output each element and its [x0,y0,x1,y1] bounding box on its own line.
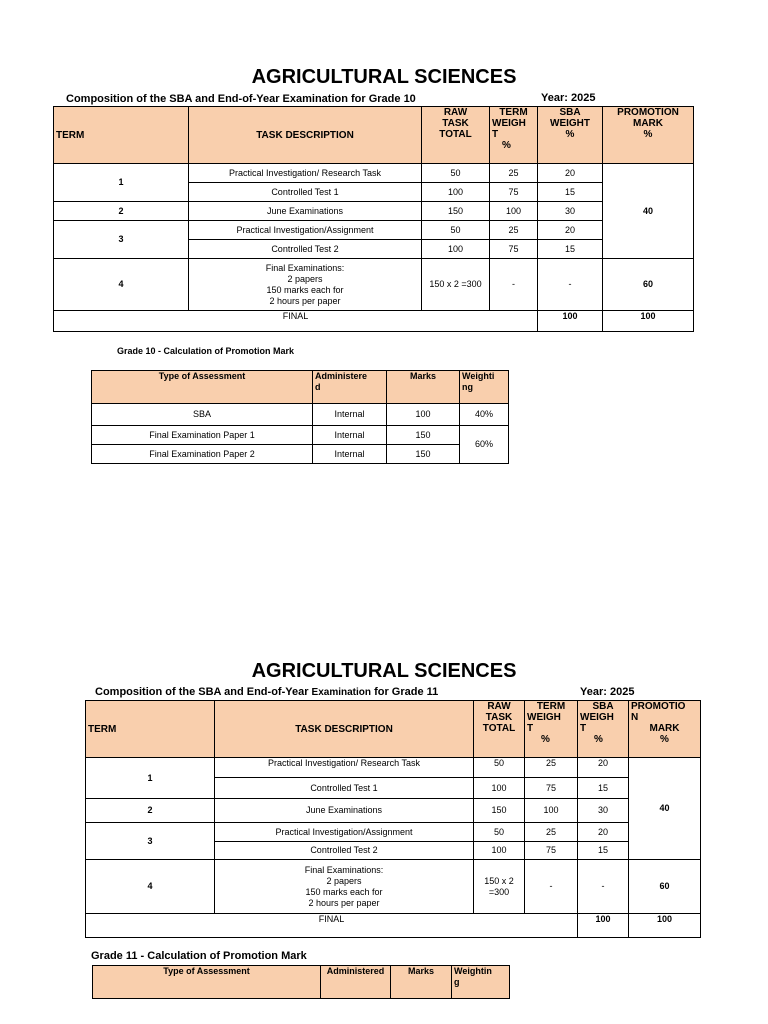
administered-cell: Internal [313,404,387,426]
table-header-row [92,371,509,404]
raw-cell: 100 [474,842,525,860]
subtitle-grade11: Composition of the SBA and End-of-Year Examination for Grade 11 [95,686,439,698]
table-header-row [86,701,701,758]
type-cell: Final Examination Paper 1 [92,426,313,445]
table-header-row [54,107,694,164]
raw-cell: 50 [474,823,525,842]
sba-weight-cell: 20 [578,823,629,842]
task-cell: Practical Investigation/ Research Task [189,164,422,183]
table-row [54,164,694,183]
table-row [86,758,701,778]
raw-cell: 50 [474,758,525,778]
type-cell: SBA [92,404,313,426]
raw-cell: 100 [422,183,490,202]
task-cell: Controlled Test 2 [189,240,422,259]
sba-weight-cell: 20 [538,221,603,240]
term-weight-cell: 100 [490,202,538,221]
header-sba-weight: SBA WEIGH T % [578,701,629,758]
header-promotion-mark: PROMOTIO N MARK % [629,701,701,758]
sba-weight-cell: 20 [578,758,629,778]
task-cell: Controlled Test 2 [215,842,474,860]
term-cell: 3 [86,823,215,860]
marks-cell: 100 [387,404,460,426]
task-cell: Final Examinations: 2 papers 150 marks each for 2 hours per paper [189,259,422,311]
year-label-grade11: Year: 2025 [580,686,635,698]
page-title-grade10: AGRICULTURAL SCIENCES [251,66,517,88]
header-type-of-assessment: Type of Assessment [92,371,313,404]
raw-cell: 150 x 2 =300 [474,860,525,914]
header-marks: Marks [387,371,460,404]
term-cell: 4 [86,860,215,914]
raw-cell: 50 [422,164,490,183]
weighting-cell: 40% [460,404,509,426]
final-promotion-total: 100 [629,914,701,938]
header-term: TERM [86,701,215,758]
final-sba-total: 100 [578,914,629,938]
final-row [86,914,701,938]
raw-cell: 100 [422,240,490,259]
term-weight-cell: 75 [525,778,578,799]
table-row [54,259,694,311]
promotion-mark-cell: 60 [603,259,694,311]
final-row [54,311,694,332]
term-cell: 1 [54,164,189,202]
sba-weight-cell: 15 [578,842,629,860]
header-term-weight: TERM WEIGH T % [490,107,538,164]
subtitle-grade10: Composition of the SBA and End-of-Year Examination for Grade 10 [66,93,416,105]
table-row [86,860,701,914]
marks-cell: 150 [387,426,460,445]
term-cell: 2 [54,202,189,221]
table-row [92,404,509,426]
task-cell: Practical Investigation/Assignment [215,823,474,842]
task-cell: Practical Investigation/ Research Task [215,758,474,778]
header-sba-weight: SBA WEIGHT % [538,107,603,164]
header-promotion-mark: PROMOTION MARK % [603,107,694,164]
header-task-description: TASK DESCRIPTION [215,701,474,758]
raw-cell: 150 x 2 =300 [422,259,490,311]
raw-cell: 150 [422,202,490,221]
term-weight-cell: - [525,860,578,914]
task-cell: June Examinations [215,799,474,823]
sba-composition-table-grade10 [53,106,694,332]
promotion-mark-cell: 60 [629,860,701,914]
header-term: TERM [54,107,189,164]
header-administered: Administered [321,966,391,999]
raw-cell: 150 [474,799,525,823]
term-cell: 1 [86,758,215,799]
header-raw-task-total: RAW TASK TOTAL [422,107,490,164]
header-marks: Marks [391,966,452,999]
final-label: FINAL [86,914,578,938]
type-cell: Final Examination Paper 2 [92,445,313,464]
header-raw-task-total: RAW TASK TOTAL [474,701,525,758]
header-weighting: Weightin g [452,966,510,999]
calc-title-grade11: Grade 11 - Calculation of Promotion Mark [91,950,307,962]
sba-weight-cell: 15 [578,778,629,799]
term-weight-cell: 25 [525,823,578,842]
weighting-cell: 60% [460,426,509,464]
header-task-description: TASK DESCRIPTION [189,107,422,164]
header-administered: Administere d [313,371,387,404]
table-row [92,426,509,445]
sba-weight-cell: 20 [538,164,603,183]
term-weight-cell: - [490,259,538,311]
sba-weight-cell: 15 [538,183,603,202]
term-weight-cell: 75 [490,240,538,259]
sba-weight-cell: 15 [538,240,603,259]
administered-cell: Internal [313,445,387,464]
term-weight-cell: 75 [525,842,578,860]
promotion-mark-cell: 40 [629,758,701,860]
table-row [92,445,509,464]
marks-cell: 150 [387,445,460,464]
sba-weight-cell: - [538,259,603,311]
sba-weight-cell: 30 [578,799,629,823]
term-weight-cell: 25 [525,758,578,778]
task-cell: Controlled Test 1 [215,778,474,799]
term-cell: 3 [54,221,189,259]
final-label: FINAL [54,311,538,332]
header-term-weight: TERM WEIGH T % [525,701,578,758]
sba-weight-cell: 30 [538,202,603,221]
promotion-mark-cell: 40 [603,164,694,259]
promotion-calc-table-grade11 [92,965,510,999]
term-weight-cell: 100 [525,799,578,823]
task-cell: Controlled Test 1 [189,183,422,202]
year-label-grade10: Year: 2025 [541,92,596,104]
calc-title-grade10: Grade 10 - Calculation of Promotion Mark [117,346,295,356]
term-weight-cell: 25 [490,221,538,240]
term-cell: 4 [54,259,189,311]
header-type-of-assessment: Type of Assessment [93,966,321,999]
raw-cell: 100 [474,778,525,799]
sba-weight-cell: - [578,860,629,914]
term-cell: 2 [86,799,215,823]
table-row [86,823,701,842]
header-weighting: Weighti ng [460,371,509,404]
page-title-grade11: AGRICULTURAL SCIENCES [251,660,517,682]
term-weight-cell: 25 [490,164,538,183]
promotion-calc-table-grade10 [91,370,509,464]
administered-cell: Internal [313,426,387,445]
sba-composition-table-grade11 [85,700,701,938]
final-sba-total: 100 [538,311,603,332]
task-cell: Final Examinations: 2 papers 150 marks each for 2 hours per paper [215,860,474,914]
task-cell: Practical Investigation/Assignment [189,221,422,240]
table-row [54,221,694,240]
task-cell: June Examinations [189,202,422,221]
term-weight-cell: 75 [490,183,538,202]
table-header-row [93,966,510,999]
raw-cell: 50 [422,221,490,240]
table-row [86,799,701,823]
final-promotion-total: 100 [603,311,694,332]
table-row [54,202,694,221]
